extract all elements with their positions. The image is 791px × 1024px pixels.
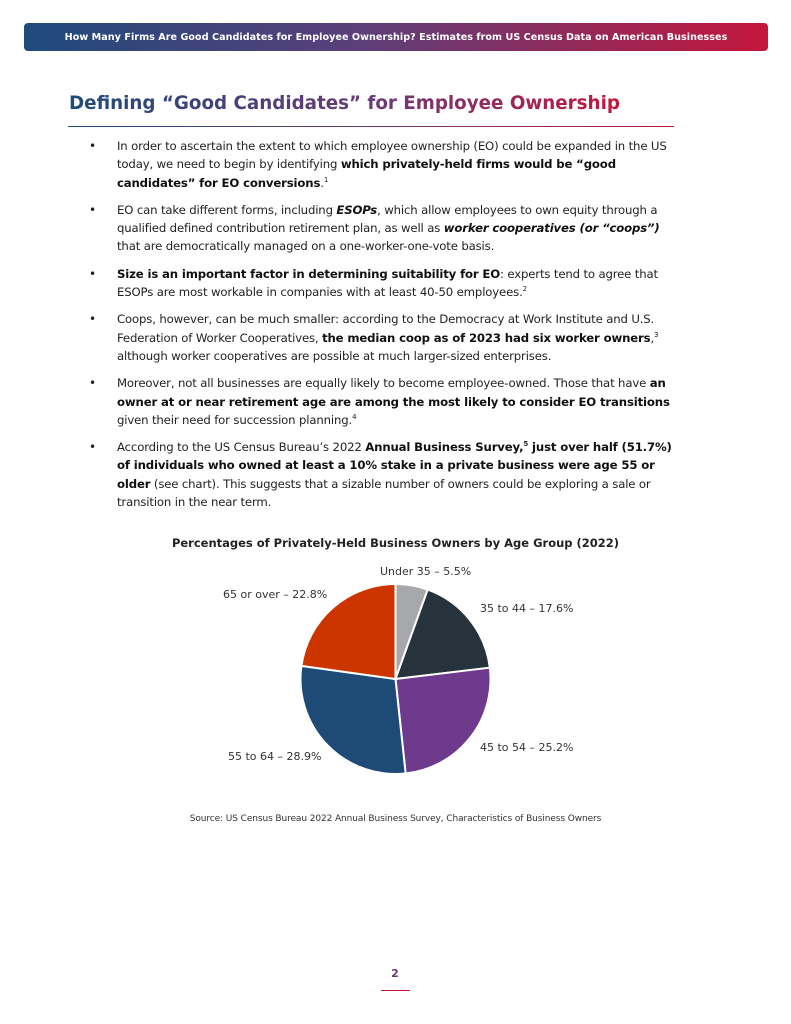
page-number: 2 [391, 967, 399, 980]
bullet-text: (see chart). This suggests that a sizable number of owners could be exploring a sale or transition in the near term. [117, 476, 651, 510]
banner-text: How Many Firms Are Good Candidates for Employee Ownership? Estimates from US Census Data on American Businesses [64, 31, 728, 43]
bullet-text: that are democratically managed on a one-worker-one-vote basis. [117, 239, 495, 254]
bullet-text: Annual Business Survey, [365, 440, 524, 455]
bullet-text: although worker cooperatives are possible at much larger-sized enterprises. [117, 348, 552, 363]
bullet-text: the median coop as of 2023 had six worker owners [322, 330, 651, 345]
bullet-text: an owner at or near retirement age are among the most likely to consider EO transitions [117, 376, 670, 409]
footnote-ref: 4 [352, 412, 357, 421]
bullet-text: Coops, however, can be much smaller: according to the Democracy at Work Institute and U.S. Federation of Worker Cooperatives, [117, 312, 655, 345]
chart-title: Percentages of Privately-Held Business Owners by Age Group (2022) [171, 536, 620, 550]
bullet-text: . [320, 175, 324, 190]
pie-label-35-to-44: 35 to 44 – 17.6% [480, 602, 574, 615]
footnote-ref: 1 [323, 175, 329, 184]
bullet-text: Moreover, not all businesses are equally likely to become employee-owned. Those that have [117, 376, 650, 391]
section-title: Defining “Good Candidates” for Employee Ownership [69, 93, 620, 114]
bullet-text: , [650, 330, 655, 345]
footnote-ref: 2 [522, 285, 527, 294]
footnote-ref: 5 [523, 440, 529, 449]
bullet-text: EO can take different forms, including [117, 202, 337, 217]
bullet-text: , which allow employees to own equity through a qualified defined contribution retirement plan, as well as [117, 202, 658, 236]
bullet-text: According to the US Census Bureau’s 2022 [117, 440, 366, 455]
page-number-underline [381, 990, 410, 991]
bullet-text: which privately-held firms would be “good candidates” for EO conversions [117, 157, 616, 190]
bullet-text: Size is an important factor in determining suitability for EO [117, 266, 501, 281]
chart-source: Source: US Census Bureau 2022 Annual Business Survey, Characteristics of Business Owners [189, 814, 602, 824]
pie-label-55-to-64: 55 to 64 – 28.9% [228, 750, 322, 763]
bullet-text: ESOPs [336, 202, 378, 217]
footnote-ref: 3 [654, 330, 659, 339]
bullet-text: In order to ascertain the extent to which employee ownership (EO) could be expanded in the US today, we need to begin by identifying [117, 139, 667, 172]
pie-label-65-or-over: 65 or over – 22.8% [223, 588, 328, 601]
bullet-text: worker cooperatives (or “coops”) [443, 221, 660, 236]
bullet-text: : experts tend to agree that ESOPs are most workable in companies with at least 40-50 employees. [117, 266, 658, 300]
bullet-text: given their need for succession planning. [117, 412, 353, 427]
pie-label-under-35: Under 35 – 5.5% [380, 565, 472, 578]
bullet-text: just over half (51.7%) of individuals who owned at least a 10% stake in a private business were age 55 or older [117, 440, 672, 491]
pie-slice-45-to-54 [396, 668, 491, 774]
pie-label-45-to-54: 45 to 54 – 25.2% [480, 741, 574, 754]
